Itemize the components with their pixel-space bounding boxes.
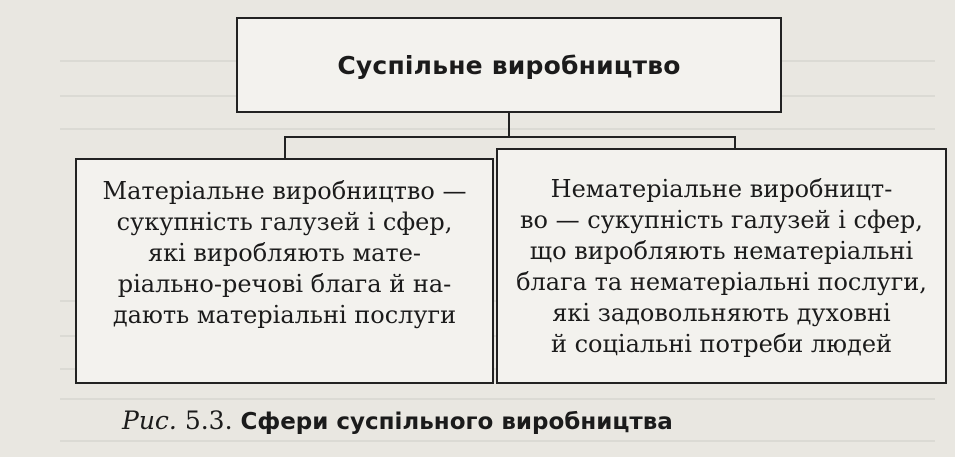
non-material-production-text xyxy=(508,174,935,360)
material-line-1: Матеріальне виробництво — xyxy=(102,177,467,205)
non-material-line-3: що виробляють нематеріальні xyxy=(529,237,914,265)
non-material-production-box xyxy=(496,148,947,384)
material-line-5: дають матеріальні послуги xyxy=(112,301,457,329)
non-material-line-4: блага та нематеріальні послуги, xyxy=(516,268,927,296)
connector-left-down xyxy=(284,136,286,159)
material-production-box xyxy=(75,158,494,384)
connector-root-down xyxy=(508,113,510,137)
figure-label: Рис. xyxy=(122,406,177,435)
connector-horizontal xyxy=(284,136,736,138)
root-node-label: Суспільне виробництво xyxy=(337,50,681,80)
material-line-2: сукупність галузей і сфер, xyxy=(116,208,453,236)
figure-caption xyxy=(122,406,673,435)
non-material-line-5: які задовольняють духовні xyxy=(552,299,891,327)
non-material-line-2: во — сукупність галузей і сфер, xyxy=(520,206,923,234)
material-line-4: ріально-речові блага й на- xyxy=(117,270,452,298)
root-node-box xyxy=(236,17,782,113)
figure-number: 5.3. xyxy=(184,406,233,435)
material-production-text xyxy=(87,176,482,331)
non-material-line-1: Нематеріальне виробницт- xyxy=(550,175,893,203)
material-line-3: які виробляють мате- xyxy=(147,239,422,267)
figure-title: Сфери суспільного виробництва xyxy=(240,409,673,435)
non-material-line-6: й соціальні потреби людей xyxy=(550,330,893,358)
